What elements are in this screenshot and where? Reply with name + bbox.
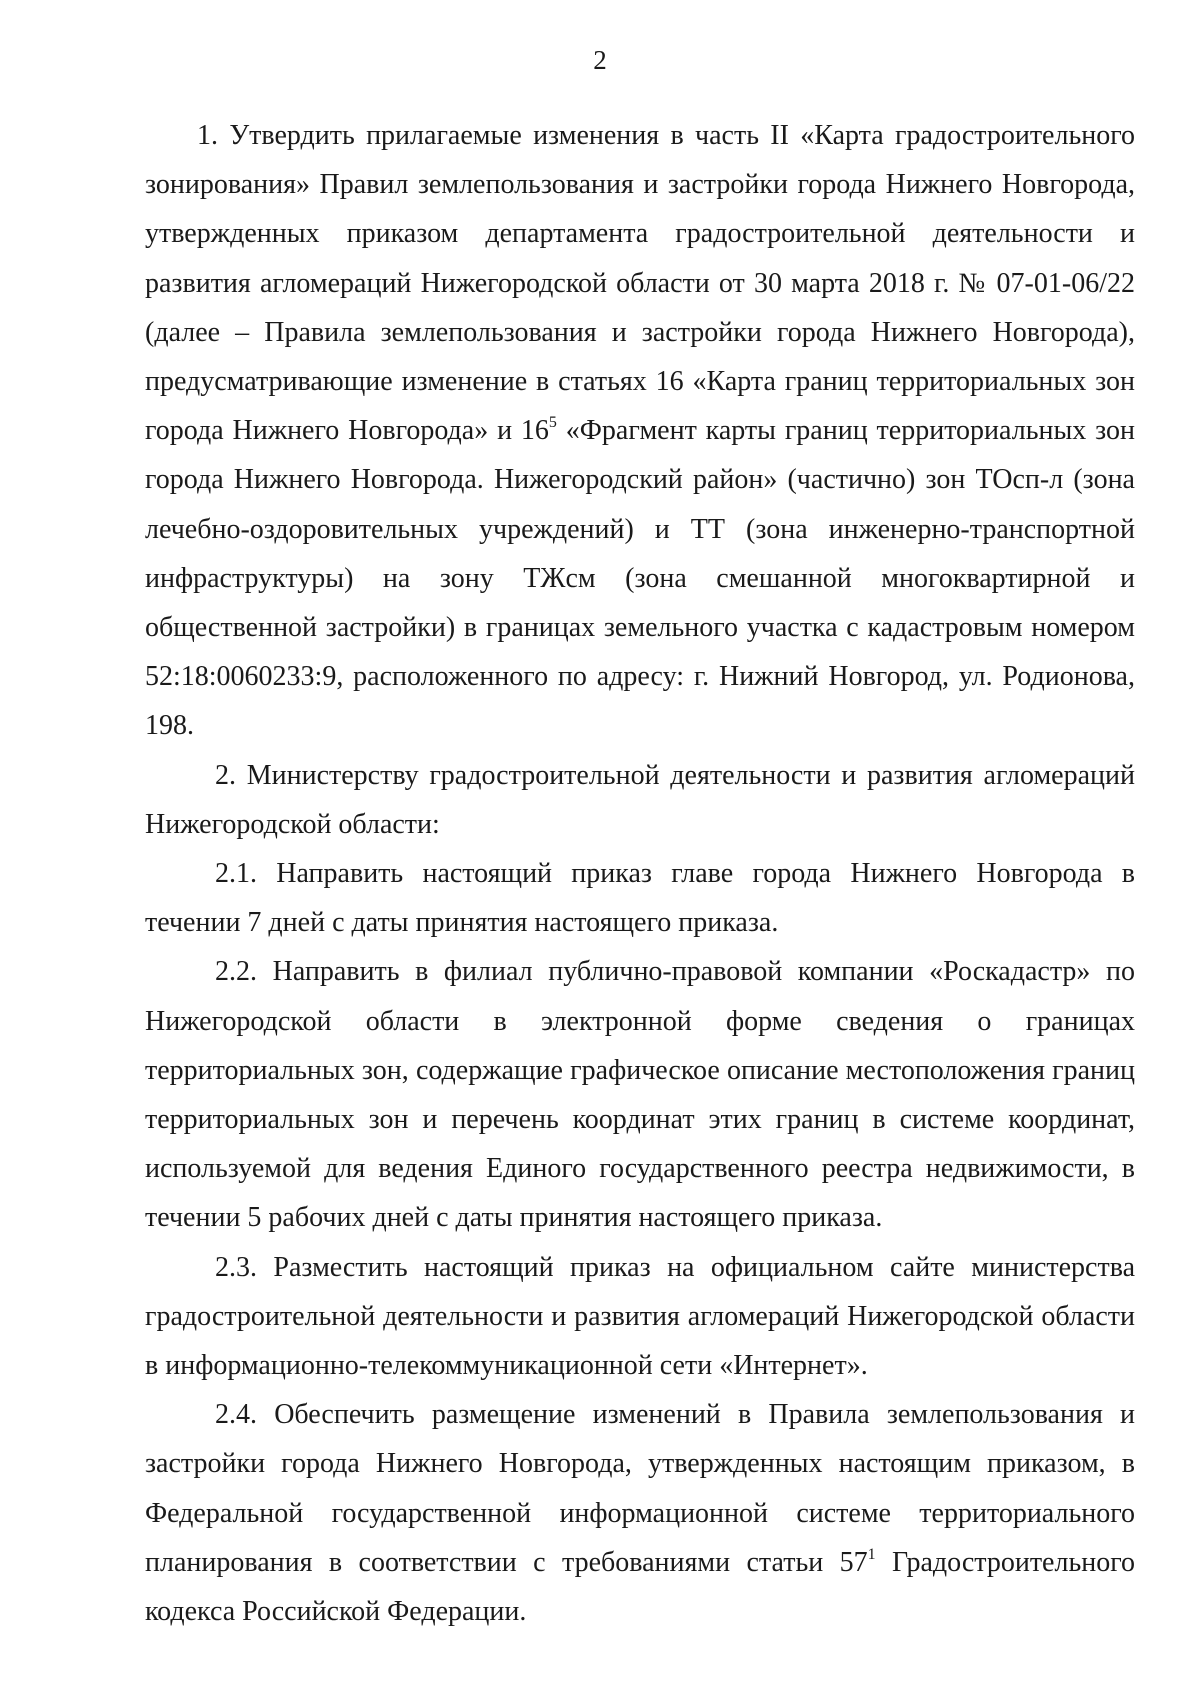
document-body bbox=[145, 111, 1135, 1636]
superscript-5: 5 bbox=[548, 414, 557, 432]
page-number: 2 bbox=[593, 45, 607, 75]
paragraph-2-3: 2.3. Разместить настоящий приказ на официальном сайте министерства градостроительной деятельности и развития агломераций Нижегородской области в информационно-телекоммуникационной сети «Интернет». bbox=[145, 1251, 1135, 1382]
paragraph-1-text: 1. Утвердить прилагаемые изменения в часть II «Карта градостроительного зонирования» Правил землепользования и застройки города Нижнего Новгорода, утвержденных приказом департамента градостроительной деятельности и развития агломераций Нижегородской области от 30 марта 2018 г. № 07-01-06/22 (далее – Правила землепользования и застройки города Нижнего Новгорода), предусматривающие изменение в статьях 16 «Карта границ территориальных зон города Нижнего Новгорода» и 16 bbox=[145, 120, 1135, 447]
superscript-1: 1 bbox=[867, 1545, 876, 1563]
paragraph-2: 2. Министерству градостроительной деятельности и развития агломераций Нижегородской области: bbox=[145, 759, 1135, 840]
paragraph-2-4-text-continued: Градостроительного кодекса Российской Федерации. bbox=[145, 1546, 1136, 1628]
paragraph-2-4-text: 2.4. Обеспечить размещение изменений в Правила землепользования и застройки города Нижнего Новгорода, утвержденных настоящим приказом, в Федеральной государственной информационной системе территориального планирования в соответствии с требованиями статьи 57 bbox=[145, 1399, 1135, 1578]
paragraph-1-text-continued: «Фрагмент карты границ территориальных зон города Нижнего Новгорода. Нижегородский район» (частично) зон ТОсп-л (зона лечебно-оздоровительных учреждений) и ТТ (зона инженерно-транспортной инфраструктуры) на зону ТЖсм (зона смешанной многоквартирной и общественной застройки) в границах земельного участка с кадастровым номером 52:18:0060233:9, расположенного по адресу: г. Нижний Новгород, ул. Родионова, 198. bbox=[145, 415, 1135, 742]
paragraph-1 bbox=[145, 111, 1135, 751]
paragraph-2-4 bbox=[145, 1390, 1135, 1636]
paragraph-2-1: 2.1. Направить настоящий приказ главе города Нижнего Новгорода в течении 7 дней с даты принятия настоящего приказа. bbox=[145, 858, 1135, 939]
paragraph-2-2: 2.2. Направить в филиал публично-правовой компании «Роскадастр» по Нижегородской области в электронной форме сведения о границах территориальных зон, содержащие графическое описание местоположения границ территориальных зон и перечень координат этих границ в системе координат, используемой для ведения Единого государственного реестра недвижимости, в течении 5 рабочих дней с даты принятия настоящего приказа. bbox=[145, 956, 1135, 1234]
